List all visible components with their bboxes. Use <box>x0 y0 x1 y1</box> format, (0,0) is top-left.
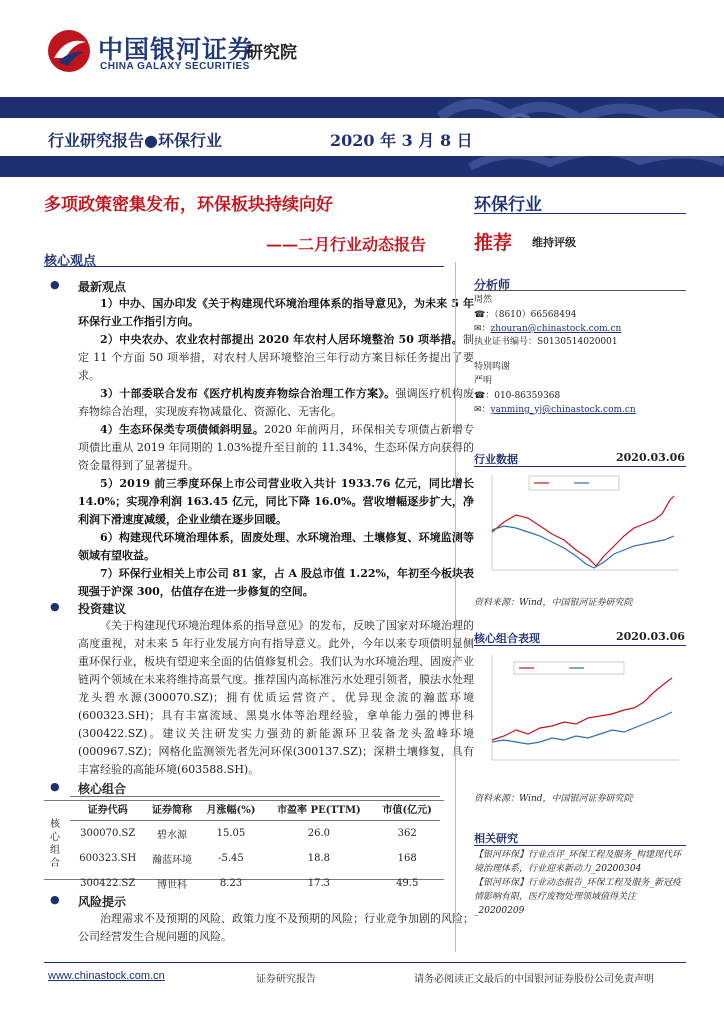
analyst-email-link[interactable]: zhouran@chinastock.com.cn <box>490 324 622 334</box>
bullet-icon: ● <box>50 893 60 906</box>
point-1: 1）中办、国办印发《关于构建现代环境治理体系的指导意见》，为未来 5 年环保行业工作指引方向。 <box>78 297 474 328</box>
industry-data-date: 2020.03.06 <box>616 451 685 464</box>
divider <box>44 266 444 267</box>
chart-source-1: 资料来源：Wind，中国银河证券研究院 <box>474 598 633 608</box>
table-row: 600323.SH 瀚蓝环境 -5.45 18.8 168 <box>79 853 417 866</box>
invest-text: 《关于构建现代环境治理体系的指导意见》的发布，反映了国家对环境治理的高度重视，对未来 5 年行业发展方向有指导意义。此外，今年以来专项债明显侧重环保行业，板块有望迎来全面的估值修复机会。我们认为水环境治理、固废产业链两个领域在未来将维持高景气度。推荐国内高标准污水处理引领者，膜法水处理龙头碧水源(300070.SZ)；拥有优质运营资产、优异现金流的瀚蓝环境(600323.SH)；具有丰富流域、黑臭水体等治理经验，拿单能力强的博世科(300422.SZ)。建议关注研发实力强劲的新能源环卫装备龙头盈峰环境(000967.SZ)；网格化监测领先者先河环保(300137.SZ)；深耕土壤修复，具有丰富经验的高能环境(603588.SH)。 <box>78 619 474 776</box>
column-divider <box>455 262 456 952</box>
contrib-email-link[interactable]: yanming_yj@chinastock.com.cn <box>490 405 636 415</box>
mail-icon: ✉： <box>474 405 491 415</box>
point-7: 7）环保行业相关上市公司 81 家，占 A 股总市值 1.22%，年初至今板块表现强于沪深 300，估值存在进一步修复的空间。 <box>78 567 474 598</box>
related-item-1[interactable]: 【银河环保】行业点评_环保工程及服务_构建现代环境治理体系，行业迎来新动力_20200304 <box>474 850 682 874</box>
footer-divider <box>44 962 686 963</box>
point-3: 3）十部委联合发布《医疗机构废弃物综合治理工作方案》。强调医疗机构废弃物综合治理，实现废弃物减量化、资源化、无害化。 <box>78 387 474 418</box>
col-change: 月涨幅(%) <box>199 797 264 821</box>
portfolio-chart-date: 2020.03.06 <box>616 630 685 643</box>
bullet-icon: ● <box>50 780 60 793</box>
report-date: 2020 年 3 月 8 日 <box>330 131 473 150</box>
industry-data-heading: 行业数据 <box>474 453 518 466</box>
footer-disclaimer: 请务必阅读正文最后的中国银河证券股份公司免责声明 <box>414 974 654 985</box>
col-code: 证券代码 <box>70 797 145 821</box>
divider <box>474 290 686 291</box>
portfolio-line-chart <box>474 650 686 780</box>
point-6: 6）构建现代环境治理体系，固废处理、水环境治理、土壤修复、环境监测等领域有望收益。 <box>78 531 474 562</box>
divider <box>474 213 686 214</box>
footer-website-link[interactable]: www.chinastock.com.cn <box>48 970 165 982</box>
chart-source-2: 资料来源：Wind，中国银河证券研究院 <box>474 794 633 804</box>
point-5: 5）2019 前三季度环保上市公司营业收入共计 1933.76 亿元，同比增长 14.0%；实现净利润 163.45 亿元，同比下降 16.0%。营收增幅逐步扩大，净利润下滑速度减缓，企业业绩在逐步回暖。 <box>78 477 474 526</box>
analyst-license: 执业证书编号：S0130514020001 <box>474 337 618 347</box>
table-row: 300070.SZ 碧水源 15.05 26.0 362 <box>80 828 417 841</box>
analyst-email-row <box>474 322 621 336</box>
divider <box>474 845 686 846</box>
portfolio-table <box>70 796 440 896</box>
point-4: 4）生态环保类专项债倾斜明显。2020 年前两月，环保相关专项债占新增专项债比重从 2019 年同期的 1.03%提升至目前的 11.34%，生态环保方向获得的资金量得到了显著提升。 <box>78 423 474 472</box>
rating: 推荐 <box>474 232 513 254</box>
analyst-phone-row: ☎：（8610）66568494 <box>474 310 577 320</box>
invest-heading: 投资建议 <box>78 602 127 616</box>
bullet-icon: ● <box>50 278 60 291</box>
industry-label: 环保行业 <box>474 195 542 215</box>
company-logo-icon <box>46 28 92 74</box>
divider <box>474 645 686 646</box>
contrib-name: 严明 <box>474 376 493 386</box>
risk-heading: 风险提示 <box>78 895 127 909</box>
related-heading: 相关研究 <box>474 832 518 845</box>
industry-line-chart <box>474 470 686 590</box>
point-2: 2）中央农办、农业农村部提出 2020 年农村人居环境整治 50 项举措。制定 11 个方面 50 项举措，对农村人居环境整治三年行动方案目标任务提出了要求。 <box>78 333 474 382</box>
portfolio-chart-heading: 核心组合表现 <box>474 632 540 645</box>
mail-icon: ✉： <box>474 324 491 334</box>
contrib-email-row <box>474 403 636 417</box>
rating-note: 维持评级 <box>532 236 576 249</box>
contrib-phone-row: ☎：010-86359368 <box>474 391 561 401</box>
divider <box>474 466 686 467</box>
analyst-name: 周然 <box>474 295 493 305</box>
col-cap: 市值(亿元) <box>374 797 440 821</box>
report-subtitle: ——二月行业动态报告 <box>266 235 427 254</box>
portfolio-heading: 核心组合 <box>78 782 127 796</box>
company-name-cn: 中国银河证券 <box>98 35 255 64</box>
col-name: 证券简称 <box>145 797 198 821</box>
core-heading: 核心观点 <box>44 254 97 269</box>
risk-text: 治理需求不及预期的风险、政策力度不及预期的风险；行业竞争加剧的风险；公司经营发生合规问题的风险。 <box>78 912 474 943</box>
table-header-row <box>70 797 440 821</box>
bullet-icon: ● <box>50 600 60 613</box>
phone-icon: ☎： <box>474 310 495 320</box>
company-name-en: CHINA GALAXY SECURITIES <box>100 61 250 72</box>
col-pe: 市盈率 PE(TTM) <box>263 797 374 821</box>
footer-middle: 证券研究报告 <box>256 974 316 985</box>
latest-heading: 最新观点 <box>78 280 127 294</box>
institute-label: 研究院 <box>246 43 297 63</box>
related-item-2[interactable]: 【银河环保】行业动态报告_环保工程及服务_新冠疫情影响有限，医疗废物处理领域值得关注_20200209 <box>474 878 682 916</box>
report-type: 行业研究报告●环保行业 <box>48 131 222 150</box>
portfolio-side-label: 核 心 组 合 <box>50 819 60 869</box>
report-title: 多项政策密集发布，环保板块持续向好 <box>44 195 333 215</box>
table-row: 300422.SZ 博世科 8.23 17.3 49.5 <box>80 878 419 891</box>
analyst-heading: 分析师 <box>474 278 511 292</box>
phone-icon: ☎： <box>474 391 495 401</box>
contrib-heading: 特别鸣谢 <box>474 362 511 372</box>
